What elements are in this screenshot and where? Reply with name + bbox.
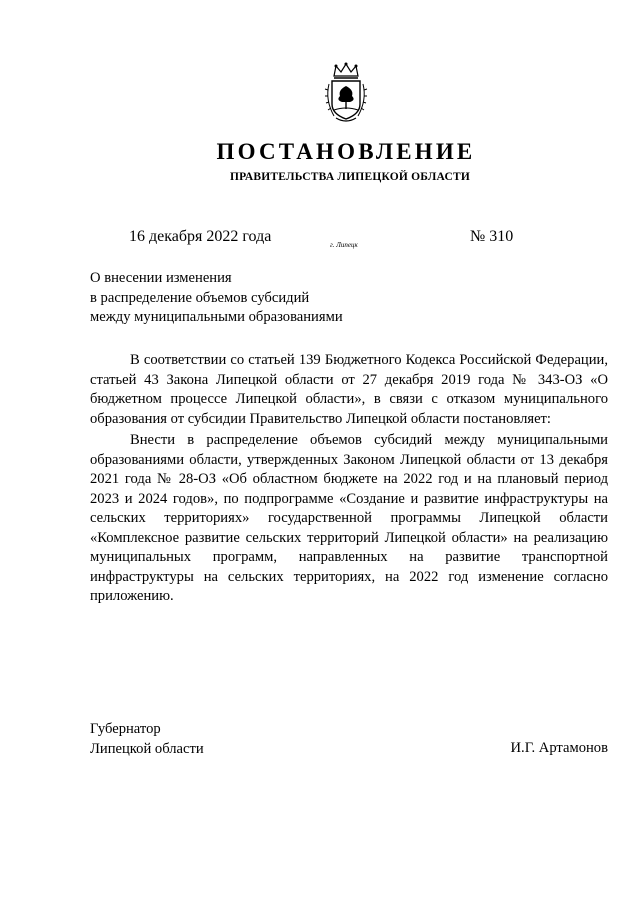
signer-position-line: Липецкой области	[90, 740, 204, 757]
document-heading	[90, 269, 343, 328]
document-city: г. Липецк	[330, 241, 358, 249]
heading-line: О внесении изменения	[90, 270, 232, 286]
document-number: № 310	[470, 228, 514, 245]
signer-name: И.Г. Артамонов	[510, 740, 608, 756]
body-paragraph: В соответствии со статьей 139 Бюджетного Кодекса Российской Федерации, статьей 43 Закона Липецкой области от 27 декабря 2019 года № 343-ОЗ «О бюджетном процессе Липецкой области», в связи с отказом муниципального образования от субсидии Правительство Липецкой области постановляет:	[90, 352, 608, 427]
heading-line: между муниципальными образованиями	[90, 309, 343, 325]
signer-position	[90, 720, 204, 759]
signer-position-line: Губернатор	[90, 721, 161, 737]
document-subtitle: ПРАВИТЕЛЬСТВА ЛИПЕЦКОЙ ОБЛАСТИ	[230, 171, 470, 183]
document-body	[90, 351, 608, 607]
body-paragraph: Внести в распределение объемов субсидий между муниципальными образованиями области, утвержденных Законом Липецкой области от 13 декабря 2021 года № 28-ОЗ «Об областном бюджете на 2022 год и на плановый период 2023 и 2024 годов», по подпрограмме «Создание и развитие инфраструктуры на сельских территориях» государственной программы Липецкой области «Комплексное развитие сельских территорий Липецкой области» на реализацию муниципальных программ, направленных на развитие транспортной инфраструктуры на сельских территориях, на 2022 год изменение согласно приложению.	[90, 432, 608, 604]
coat-of-arms-icon	[322, 62, 370, 124]
document-date: 16 декабря 2022 года	[129, 228, 272, 245]
document-title: ПОСТАНОВЛЕНИЕ	[216, 139, 476, 164]
heading-line: в распределение объемов субсидий	[90, 289, 310, 306]
